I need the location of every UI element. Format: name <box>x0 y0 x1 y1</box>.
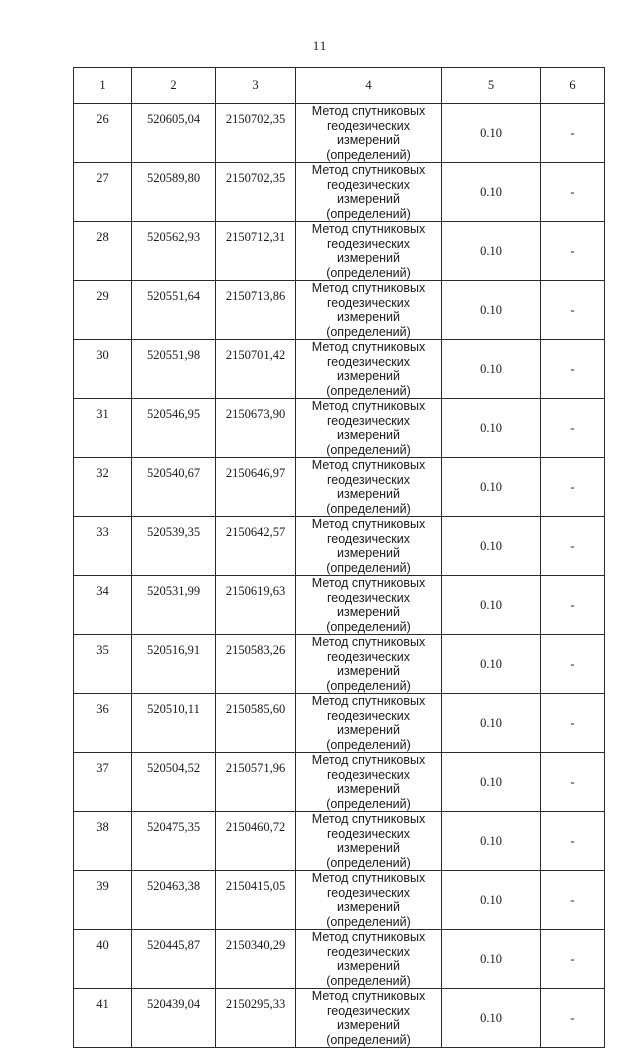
method-text-line: (определений) <box>326 560 411 575</box>
method-text-line: геодезических измерений <box>326 708 410 737</box>
method-text-line: геодезических измерений <box>326 767 410 796</box>
method-cell <box>296 340 442 399</box>
x-coordinate-cell: 520475,35 <box>132 812 216 871</box>
table-row <box>74 694 605 753</box>
coordinates-table <box>73 67 605 1048</box>
table-row <box>74 281 605 340</box>
x-coordinate-cell: 520516,91 <box>132 635 216 694</box>
x-coordinate-cell: 520540,67 <box>132 458 216 517</box>
column-header-6: 6 <box>541 68 605 104</box>
y-coordinate-cell: 2150619,63 <box>216 576 296 635</box>
table-row <box>74 517 605 576</box>
x-coordinate-cell: 520562,93 <box>132 222 216 281</box>
table-row <box>74 753 605 812</box>
point-number-cell: 36 <box>74 694 132 753</box>
method-text-line: геодезических измерений <box>326 944 410 973</box>
accuracy-cell: 0.10 <box>442 930 541 989</box>
y-coordinate-cell: 2150702,35 <box>216 163 296 222</box>
accuracy-cell: 0.10 <box>442 163 541 222</box>
note-cell: - <box>541 694 605 753</box>
method-cell <box>296 871 442 930</box>
column-header-1: 1 <box>74 68 132 104</box>
x-coordinate-cell: 520510,11 <box>132 694 216 753</box>
method-text-line: Метод спутниковых <box>311 458 426 472</box>
method-text-line: (определений) <box>326 678 411 693</box>
accuracy-cell: 0.10 <box>442 812 541 871</box>
note-cell: - <box>541 871 605 930</box>
y-coordinate-cell: 2150415,05 <box>216 871 296 930</box>
method-cell <box>296 281 442 340</box>
note-cell: - <box>541 930 605 989</box>
point-number-cell: 32 <box>74 458 132 517</box>
method-text-line: Метод спутниковых <box>311 222 426 236</box>
method-cell <box>296 576 442 635</box>
column-header-4: 4 <box>296 68 442 104</box>
method-text-line: Метод спутниковых <box>311 989 426 1003</box>
method-cell <box>296 517 442 576</box>
method-cell <box>296 222 442 281</box>
y-coordinate-cell: 2150673,90 <box>216 399 296 458</box>
method-text-line: (определений) <box>326 324 411 339</box>
point-number-cell: 26 <box>74 104 132 163</box>
accuracy-cell: 0.10 <box>442 989 541 1048</box>
point-number-cell: 34 <box>74 576 132 635</box>
method-text-line: (определений) <box>326 383 411 398</box>
method-text-line: геодезических измерений <box>326 472 410 501</box>
point-number-cell: 28 <box>74 222 132 281</box>
method-text-line: (определений) <box>326 501 411 516</box>
method-text-line: Метод спутниковых <box>311 104 426 118</box>
x-coordinate-cell: 520531,99 <box>132 576 216 635</box>
method-text-line: (определений) <box>326 855 411 870</box>
y-coordinate-cell: 2150642,57 <box>216 517 296 576</box>
accuracy-cell: 0.10 <box>442 871 541 930</box>
method-text-line: Метод спутниковых <box>311 576 426 590</box>
method-text-line: (определений) <box>326 737 411 752</box>
method-cell <box>296 694 442 753</box>
point-number-cell: 27 <box>74 163 132 222</box>
method-cell <box>296 989 442 1048</box>
method-cell <box>296 753 442 812</box>
y-coordinate-cell: 2150585,60 <box>216 694 296 753</box>
y-coordinate-cell: 2150646,97 <box>216 458 296 517</box>
method-text-line: Метод спутниковых <box>311 753 426 767</box>
point-number-cell: 31 <box>74 399 132 458</box>
column-header-3: 3 <box>216 68 296 104</box>
method-text-line: геодезических измерений <box>326 236 410 265</box>
method-text-line: геодезических измерений <box>326 649 410 678</box>
method-cell <box>296 930 442 989</box>
table-row <box>74 222 605 281</box>
table-row <box>74 399 605 458</box>
method-cell <box>296 104 442 163</box>
note-cell: - <box>541 989 605 1048</box>
method-text-line: (определений) <box>326 796 411 811</box>
method-text-line: Метод спутниковых <box>311 635 426 649</box>
x-coordinate-cell: 520439,04 <box>132 989 216 1048</box>
method-text-line: (определений) <box>326 147 411 162</box>
x-coordinate-cell: 520546,95 <box>132 399 216 458</box>
note-cell: - <box>541 576 605 635</box>
note-cell: - <box>541 635 605 694</box>
y-coordinate-cell: 2150701,42 <box>216 340 296 399</box>
note-cell: - <box>541 517 605 576</box>
note-cell: - <box>541 281 605 340</box>
y-coordinate-cell: 2150295,33 <box>216 989 296 1048</box>
accuracy-cell: 0.10 <box>442 694 541 753</box>
method-text-line: Метод спутниковых <box>311 399 426 413</box>
method-text-line: геодезических измерений <box>326 295 410 324</box>
method-text-line: геодезических измерений <box>326 826 410 855</box>
point-number-cell: 30 <box>74 340 132 399</box>
accuracy-cell: 0.10 <box>442 576 541 635</box>
note-cell: - <box>541 458 605 517</box>
column-header-2: 2 <box>132 68 216 104</box>
table-header-row <box>74 68 605 104</box>
point-number-cell: 29 <box>74 281 132 340</box>
page-number: 11 <box>312 38 328 53</box>
table-row <box>74 458 605 517</box>
note-cell: - <box>541 812 605 871</box>
table-row <box>74 989 605 1048</box>
point-number-cell: 37 <box>74 753 132 812</box>
method-text-line: Метод спутниковых <box>311 930 426 944</box>
method-text-line: геодезических измерений <box>326 354 410 383</box>
x-coordinate-cell: 520445,87 <box>132 930 216 989</box>
table-row <box>74 871 605 930</box>
table-row <box>74 163 605 222</box>
method-text-line: (определений) <box>326 1032 411 1047</box>
method-text-line: (определений) <box>326 265 411 280</box>
column-header-5: 5 <box>442 68 541 104</box>
accuracy-cell: 0.10 <box>442 635 541 694</box>
accuracy-cell: 0.10 <box>442 753 541 812</box>
method-cell <box>296 399 442 458</box>
table-row <box>74 930 605 989</box>
x-coordinate-cell: 520605,04 <box>132 104 216 163</box>
method-text-line: Метод спутниковых <box>311 281 426 295</box>
y-coordinate-cell: 2150712,31 <box>216 222 296 281</box>
method-text-line: Метод спутниковых <box>311 517 426 531</box>
note-cell: - <box>541 222 605 281</box>
method-text-line: Метод спутниковых <box>311 694 426 708</box>
method-text-line: геодезических измерений <box>326 413 410 442</box>
y-coordinate-cell: 2150460,72 <box>216 812 296 871</box>
accuracy-cell: 0.10 <box>442 458 541 517</box>
point-number-cell: 41 <box>74 989 132 1048</box>
table-row <box>74 812 605 871</box>
point-number-cell: 38 <box>74 812 132 871</box>
method-text-line: Метод спутниковых <box>311 163 426 177</box>
accuracy-cell: 0.10 <box>442 340 541 399</box>
accuracy-cell: 0.10 <box>442 517 541 576</box>
note-cell: - <box>541 340 605 399</box>
accuracy-cell: 0.10 <box>442 104 541 163</box>
point-number-cell: 35 <box>74 635 132 694</box>
y-coordinate-cell: 2150583,26 <box>216 635 296 694</box>
method-cell <box>296 812 442 871</box>
method-text-line: геодезических измерений <box>326 177 410 206</box>
y-coordinate-cell: 2150702,35 <box>216 104 296 163</box>
note-cell: - <box>541 104 605 163</box>
x-coordinate-cell: 520551,98 <box>132 340 216 399</box>
x-coordinate-cell: 520539,35 <box>132 517 216 576</box>
method-text-line: Метод спутниковых <box>311 812 426 826</box>
point-number-cell: 33 <box>74 517 132 576</box>
method-text-line: (определений) <box>326 442 411 457</box>
point-number-cell: 39 <box>74 871 132 930</box>
x-coordinate-cell: 520504,52 <box>132 753 216 812</box>
table-row <box>74 104 605 163</box>
note-cell: - <box>541 399 605 458</box>
method-cell <box>296 163 442 222</box>
table-row <box>74 340 605 399</box>
table-row <box>74 576 605 635</box>
method-text-line: (определений) <box>326 206 411 221</box>
method-cell <box>296 458 442 517</box>
y-coordinate-cell: 2150571,96 <box>216 753 296 812</box>
x-coordinate-cell: 520551,64 <box>132 281 216 340</box>
method-text-line: (определений) <box>326 619 411 634</box>
method-text-line: геодезических измерений <box>326 885 410 914</box>
table-row <box>74 635 605 694</box>
x-coordinate-cell: 520463,38 <box>132 871 216 930</box>
y-coordinate-cell: 2150340,29 <box>216 930 296 989</box>
method-text-line: геодезических измерений <box>326 1003 410 1032</box>
accuracy-cell: 0.10 <box>442 222 541 281</box>
y-coordinate-cell: 2150713,86 <box>216 281 296 340</box>
method-text-line: геодезических измерений <box>326 531 410 560</box>
method-text-line: (определений) <box>326 973 411 988</box>
method-text-line: геодезических измерений <box>326 118 410 147</box>
point-number-cell: 40 <box>74 930 132 989</box>
accuracy-cell: 0.10 <box>442 281 541 340</box>
method-text-line: Метод спутниковых <box>311 340 426 354</box>
method-text-line: Метод спутниковых <box>311 871 426 885</box>
method-text-line: (определений) <box>326 914 411 929</box>
method-cell <box>296 635 442 694</box>
note-cell: - <box>541 163 605 222</box>
note-cell: - <box>541 753 605 812</box>
method-text-line: геодезических измерений <box>326 590 410 619</box>
table-body <box>74 104 605 1048</box>
x-coordinate-cell: 520589,80 <box>132 163 216 222</box>
accuracy-cell: 0.10 <box>442 399 541 458</box>
